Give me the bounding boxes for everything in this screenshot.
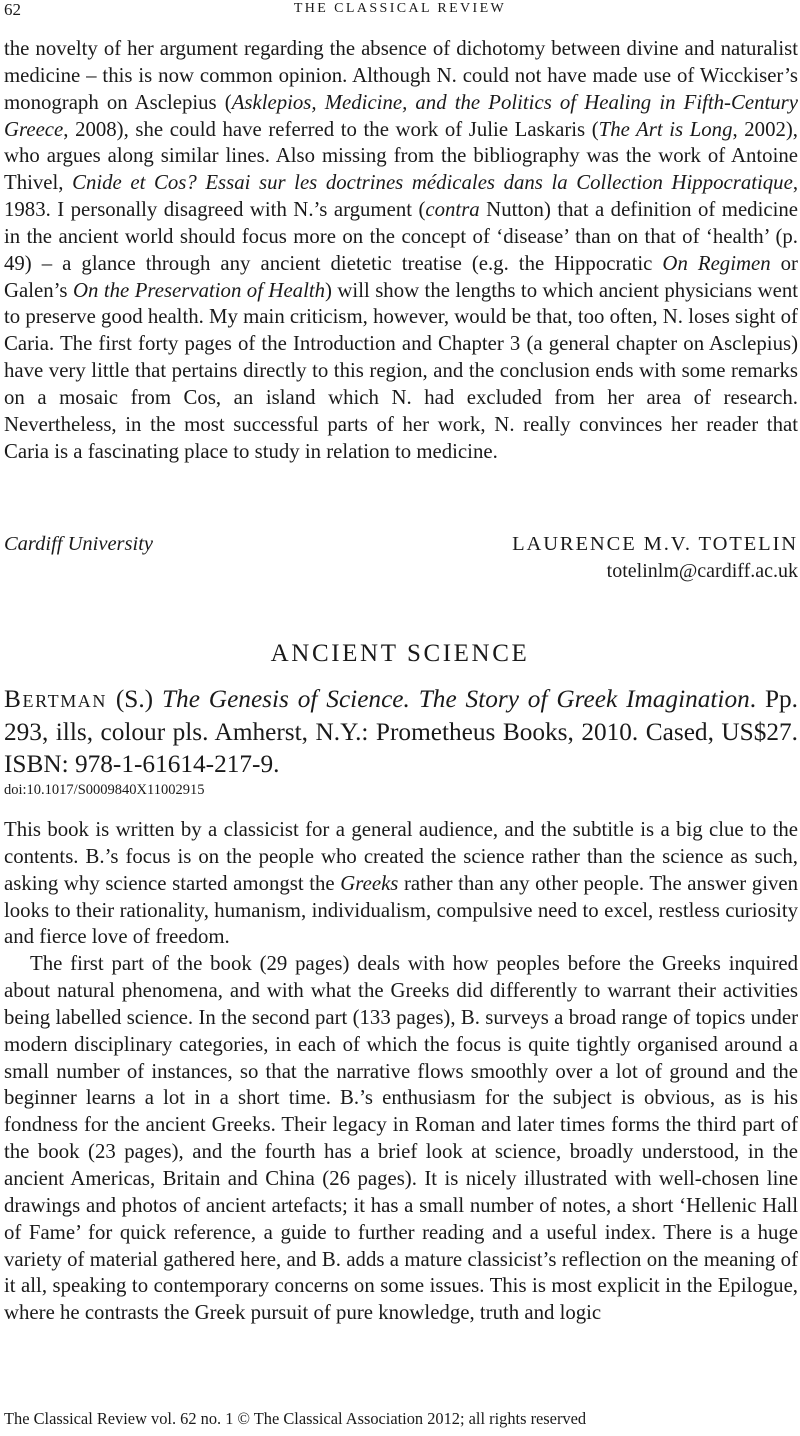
review-paragraph: the novelty of her argument regarding the absence of dichotomy between divine and naturalist medicine – this is now common opinion. Although N. could not have made use of Wicckiser’s monograph on Asclepius (Asklepios, Medicine, and the Politics of Healing in Fifth-Century Greece, 2008), she could have referred to the work of Julie Laskaris (The Art is Long, 2002), who argues along similar lines. Also missing from the bibliography was the work of Antoine Thivel, Cnide et Cos? Essai sur les doctrines médicales dans la Collection Hippocratique, 1983. I personally disagreed with N.’s argument (contra Nutton) that a definition of medicine in the ancient world should focus more on the concept of ‘disease’ than on that of ‘health’ (p. 49) – a glance through any ancient dietetic treatise (e.g. the Hippocratic On Regimen or Galen’s On the Preservation of Health) will show the lengths to which ancient physicians went to preserve good health. My main criticism, however, would be that, too often, N. loses sight of Caria. The first forty pages of the Introduction and Chapter 3 (a general chapter on Asclepius) have very little that pertains directly to this region, and the conclusion ends with some remarks on a mosaic from Cos, an island which N. had excluded from her area of research. Nevertheless, in the most successful parts of her work, N. really convinces her reader that Caria is a fascinating place to study in relation to medicine. [4, 37, 799, 463]
doi-link[interactable]: doi:10.1017/S0009840X11002915 [4, 782, 205, 798]
review-continuation [4, 36, 798, 466]
review-body [4, 817, 798, 1327]
section-heading: ANCIENT SCIENCE [270, 640, 530, 667]
review-paragraph-2: The first part of the book (29 pages) deals with how peoples before the Greeks inquired about natural phenomena, and with what the Greeks did differently to warrant their activities being labelled science. In the second part (133 pages), B. surveys a broad range of topics under modern disciplinary categories, in each of which the focus is quite tightly organised around a small number of instances, so that the narrative flows smoothly over a lot of ground and the beginner learns a lot in a short time. B.’s enthusiasm for the subject is obvious, as is his fondness for the ancient Greeks. Their legacy in Roman and later times forms the third part of the book (23 pages), and the fourth has a brief look at science, broadly understood, in the ancient Americas, Britain and China (26 pages). It is nicely illustrated with well-chosen line drawings and photos of ancient artefacts; it has a small number of notes, a short ‘Hellenic Hall of Fame’ for quick reference, a guide to further reading and a useful index. There is a huge variety of material gathered here, and B. adds a mature classicist’s reflection on the meaning of it all, speaking to contemporary concerns on some issues. This is most explicit in the Epilogue, where he contrasts the Greek pursuit of pure knowledge, truth and logic [4, 952, 798, 1325]
page-number: 62 [4, 0, 21, 19]
book-title: The Genesis of Science. The Story of Greek Imagination [161, 685, 750, 713]
reviewer-name: LAURENCE M.V. TOTELIN [512, 533, 798, 555]
reviewer-affiliation: Cardiff University [4, 533, 153, 555]
book-citation: Bertman (S.) The Genesis of Science. The Story of Greek Imagination. Pp. 293, ills, colour pls. Amherst, N.Y.: Prometheus Books, 2010. Cased, US$27. ISBN: 978-1-61614-217-9. [4, 685, 798, 778]
reviewer-email: totelinlm@cardiff.ac.uk [606, 560, 798, 582]
review-paragraph-1: This book is written by a classicist for a general audience, and the subtitle is a big clue to the contents. B.’s focus is on the people who created the science rather than the science as such, asking why science started amongst the Greeks rather than any other people. The answer given looks to their rationality, humanism, individualism, compulsive need to excel, restless curiosity and fierce love of freedom. [4, 818, 798, 949]
running-head: THE CLASSICAL REVIEW [293, 1, 507, 16]
book-author: Bertman [4, 685, 107, 713]
copyright-footer: The Classical Review vol. 62 no. 1 © The Classical Association 2012; all rights reserved [4, 1409, 587, 1428]
